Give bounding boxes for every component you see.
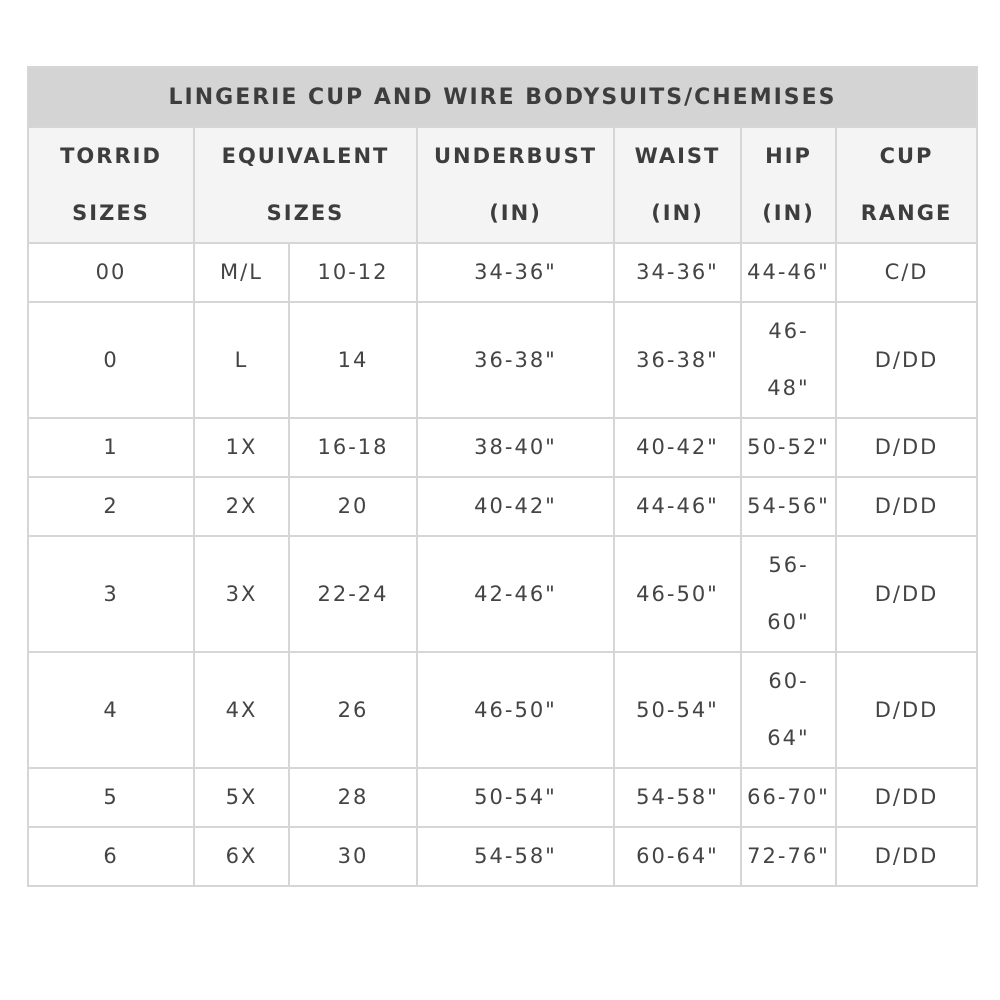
equivalent-number-cell: 14: [289, 302, 417, 418]
waist-cell: 60-64": [614, 827, 741, 886]
waist-cell: 40-42": [614, 418, 741, 477]
waist-cell: 36-38": [614, 302, 741, 418]
waist-cell: 54-58": [614, 768, 741, 827]
table-row: [28, 477, 977, 536]
header-underbust: UNDERBUST (IN): [417, 127, 614, 243]
equivalent-number-cell: 10-12: [289, 243, 417, 302]
equivalent-number-cell: 26: [289, 652, 417, 768]
hip-cell: 66-70": [741, 768, 836, 827]
underbust-cell: 42-46": [417, 536, 614, 652]
cup-range-cell: D/DD: [836, 477, 977, 536]
underbust-cell: 36-38": [417, 302, 614, 418]
header-row: [28, 127, 977, 243]
header-equivalent-sizes: EQUIVALENT SIZES: [194, 127, 417, 243]
waist-cell: 34-36": [614, 243, 741, 302]
table-row: [28, 418, 977, 477]
waist-cell: 50-54": [614, 652, 741, 768]
torrid-size-cell: 1: [28, 418, 194, 477]
hip-cell: 50-52": [741, 418, 836, 477]
cup-range-cell: D/DD: [836, 827, 977, 886]
cup-range-cell: D/DD: [836, 418, 977, 477]
table-body: [28, 243, 977, 886]
equivalent-letter-cell: M/L: [194, 243, 289, 302]
header-waist: WAIST (IN): [614, 127, 741, 243]
underbust-cell: 46-50": [417, 652, 614, 768]
hip-cell: 54-56": [741, 477, 836, 536]
equivalent-letter-cell: L: [194, 302, 289, 418]
equivalent-number-cell: 30: [289, 827, 417, 886]
torrid-size-cell: 00: [28, 243, 194, 302]
underbust-cell: 38-40": [417, 418, 614, 477]
table-row: [28, 827, 977, 886]
waist-cell: 44-46": [614, 477, 741, 536]
size-table: [27, 66, 978, 887]
equivalent-number-cell: 20: [289, 477, 417, 536]
header-torrid-sizes: TORRID SIZES: [28, 127, 194, 243]
equivalent-letter-cell: 2X: [194, 477, 289, 536]
torrid-size-cell: 6: [28, 827, 194, 886]
header-cup-range: CUP RANGE: [836, 127, 977, 243]
hip-cell: 60- 64": [741, 652, 836, 768]
underbust-cell: 34-36": [417, 243, 614, 302]
table-row: [28, 243, 977, 302]
hip-cell: 56- 60": [741, 536, 836, 652]
cup-range-cell: D/DD: [836, 768, 977, 827]
table-row: [28, 536, 977, 652]
waist-cell: 46-50": [614, 536, 741, 652]
torrid-size-cell: 2: [28, 477, 194, 536]
table-title: LINGERIE CUP AND WIRE BODYSUITS/CHEMISES: [28, 67, 977, 127]
torrid-size-cell: 0: [28, 302, 194, 418]
table-row: [28, 768, 977, 827]
table-row: [28, 302, 977, 418]
torrid-size-cell: 3: [28, 536, 194, 652]
table-row: [28, 652, 977, 768]
equivalent-letter-cell: 3X: [194, 536, 289, 652]
hip-cell: 72-76": [741, 827, 836, 886]
cup-range-cell: D/DD: [836, 652, 977, 768]
hip-cell: 44-46": [741, 243, 836, 302]
equivalent-letter-cell: 6X: [194, 827, 289, 886]
equivalent-number-cell: 28: [289, 768, 417, 827]
equivalent-number-cell: 22-24: [289, 536, 417, 652]
equivalent-letter-cell: 5X: [194, 768, 289, 827]
size-chart: [27, 66, 976, 887]
cup-range-cell: D/DD: [836, 302, 977, 418]
equivalent-letter-cell: 1X: [194, 418, 289, 477]
equivalent-number-cell: 16-18: [289, 418, 417, 477]
underbust-cell: 40-42": [417, 477, 614, 536]
cup-range-cell: C/D: [836, 243, 977, 302]
underbust-cell: 54-58": [417, 827, 614, 886]
torrid-size-cell: 5: [28, 768, 194, 827]
hip-cell: 46- 48": [741, 302, 836, 418]
header-hip: HIP (IN): [741, 127, 836, 243]
torrid-size-cell: 4: [28, 652, 194, 768]
cup-range-cell: D/DD: [836, 536, 977, 652]
underbust-cell: 50-54": [417, 768, 614, 827]
equivalent-letter-cell: 4X: [194, 652, 289, 768]
